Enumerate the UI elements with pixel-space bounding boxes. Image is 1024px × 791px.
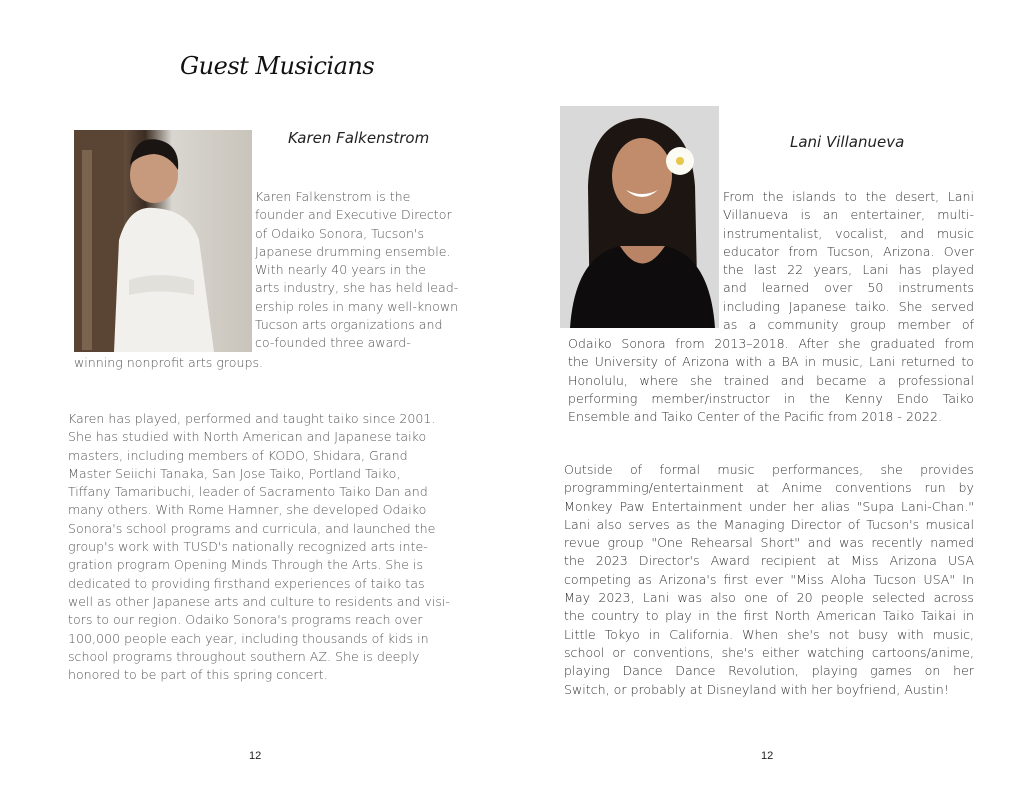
text-line: group's work with TUSD's nationally recognized arts inte- xyxy=(68,539,428,555)
page-heading: Guest Musicians xyxy=(180,52,375,80)
text-line: Little Tokyo in California. When she's not busy with music, xyxy=(564,626,974,642)
text-line: tors to our region. Odaiko Sonora's programs reach over xyxy=(68,612,423,628)
text-line: Monkey Paw Entertainment under her alias "Supa Lani-Chan." xyxy=(564,498,974,514)
text-line: the last 22 years, Lani has played xyxy=(723,262,974,278)
text-line: Switch, or probably at Disneyland with her boyfriend, Austin! xyxy=(564,681,949,697)
text-line: Honolulu, where she trained and became a professional xyxy=(568,372,974,388)
text-line: co-founded three award- xyxy=(255,335,411,351)
text-line: Karen has played, performed and taught taiko since 2001. xyxy=(68,411,436,426)
text-line: Outside of formal music performances, she provides xyxy=(564,462,974,477)
text-line: Japanese drumming ensemble. xyxy=(255,243,451,259)
karen-intro-tail xyxy=(74,354,263,372)
text-line: the country to play in the first North American Taiko Taikai in xyxy=(564,608,974,624)
text-line: Sonora's school programs and curricula, and launched the xyxy=(68,520,436,536)
text-line: winning nonprofit arts groups. xyxy=(74,355,264,370)
text-line: Villanueva is an entertainer, multi- xyxy=(723,207,974,223)
text-line: arts industry, she has held lead- xyxy=(255,280,459,296)
page-number-left: 12 xyxy=(249,750,262,762)
page-number-right: 12 xyxy=(761,750,774,762)
text-line: Ensemble and Taiko Center of the Pacific from 2018 - 2022. xyxy=(568,409,943,425)
text-line: Tucson arts organizations and xyxy=(255,317,443,333)
text-line: and learned over 50 instruments xyxy=(723,280,974,296)
text-line: educator from Tucson, Arizona. Over xyxy=(723,243,974,259)
text-line: honored to be part of this spring concert. xyxy=(68,667,328,683)
text-line: many others. With Rome Hamner, she developed Odaiko xyxy=(68,502,427,518)
text-line: 100,000 people each year, including thousands of kids in xyxy=(68,630,429,646)
lani-bio xyxy=(564,461,974,699)
text-line: as a community group member of xyxy=(723,317,974,333)
karen-falkenstrom-photo xyxy=(74,130,252,352)
text-line: With nearly 40 years in the xyxy=(255,262,427,278)
text-line: the 2023 Director's Award recipient at Miss Arizona USA xyxy=(564,553,974,569)
text-line: Lani also serves as the Managing Director of Tucson's musical xyxy=(564,516,974,532)
text-line: revue group "One Rehearsal Short" and was recently named xyxy=(564,535,974,551)
text-line: school or conventions, she's either watching cartoons/anime, xyxy=(564,644,974,660)
text-line: Master Seiichi Tanaka, San Jose Taiko, Portland Taiko, xyxy=(68,465,401,481)
lani-villanueva-photo xyxy=(560,106,719,328)
text-line: ership roles in many well-known xyxy=(255,298,459,314)
text-line: programming/entertainment at Anime conventions run by xyxy=(564,480,974,496)
lani-intro-continued xyxy=(568,335,974,426)
text-line: Odaiko Sonora from 2013–2018. After she graduated from xyxy=(568,336,974,351)
text-line: Tiffany Tamaribuchi, leader of Sacramento Taiko Dan and xyxy=(68,484,428,500)
karen-bio xyxy=(68,410,450,684)
text-line: gration program Opening Minds Through the Arts. She is xyxy=(68,557,424,573)
text-line: She has studied with North American and Japanese taiko xyxy=(68,429,427,445)
text-line: of Odaiko Sonora, Tucson's xyxy=(255,225,425,241)
text-line: instrumentalist, vocalist, and music xyxy=(723,225,974,241)
text-line: including Japanese taiko. She served xyxy=(723,298,974,314)
text-line: performing member/instructor in the Kenny Endo Taiko xyxy=(568,390,974,406)
text-line: dedicated to providing firsthand experiences of taiko tas xyxy=(68,575,425,591)
text-line: May 2023, Lani was also one of 20 people selected across xyxy=(564,590,974,606)
text-line: well as other Japanese arts and culture to residents and visi- xyxy=(68,593,450,609)
lani-intro xyxy=(723,188,974,334)
text-line: From the islands to the desert, Lani xyxy=(723,189,974,204)
text-line: founder and Executive Director xyxy=(255,207,452,223)
text-line: masters, including members of KODO, Shidara, Grand xyxy=(68,447,408,463)
karen-intro xyxy=(255,188,458,353)
text-line: competing as Arizona's first ever "Miss Aloha Tucson USA" In xyxy=(564,571,974,587)
musician-name-lani: Lani Villanueva xyxy=(790,133,905,151)
text-line: Karen Falkenstrom is the xyxy=(255,189,411,204)
text-line: playing Dance Dance Revolution, playing games on her xyxy=(564,663,974,679)
text-line: school programs throughout southern AZ. She is deeply xyxy=(68,648,420,664)
text-line: the University of Arizona with a BA in music, Lani returned to xyxy=(568,354,974,370)
musician-name-karen: Karen Falkenstrom xyxy=(288,129,430,147)
